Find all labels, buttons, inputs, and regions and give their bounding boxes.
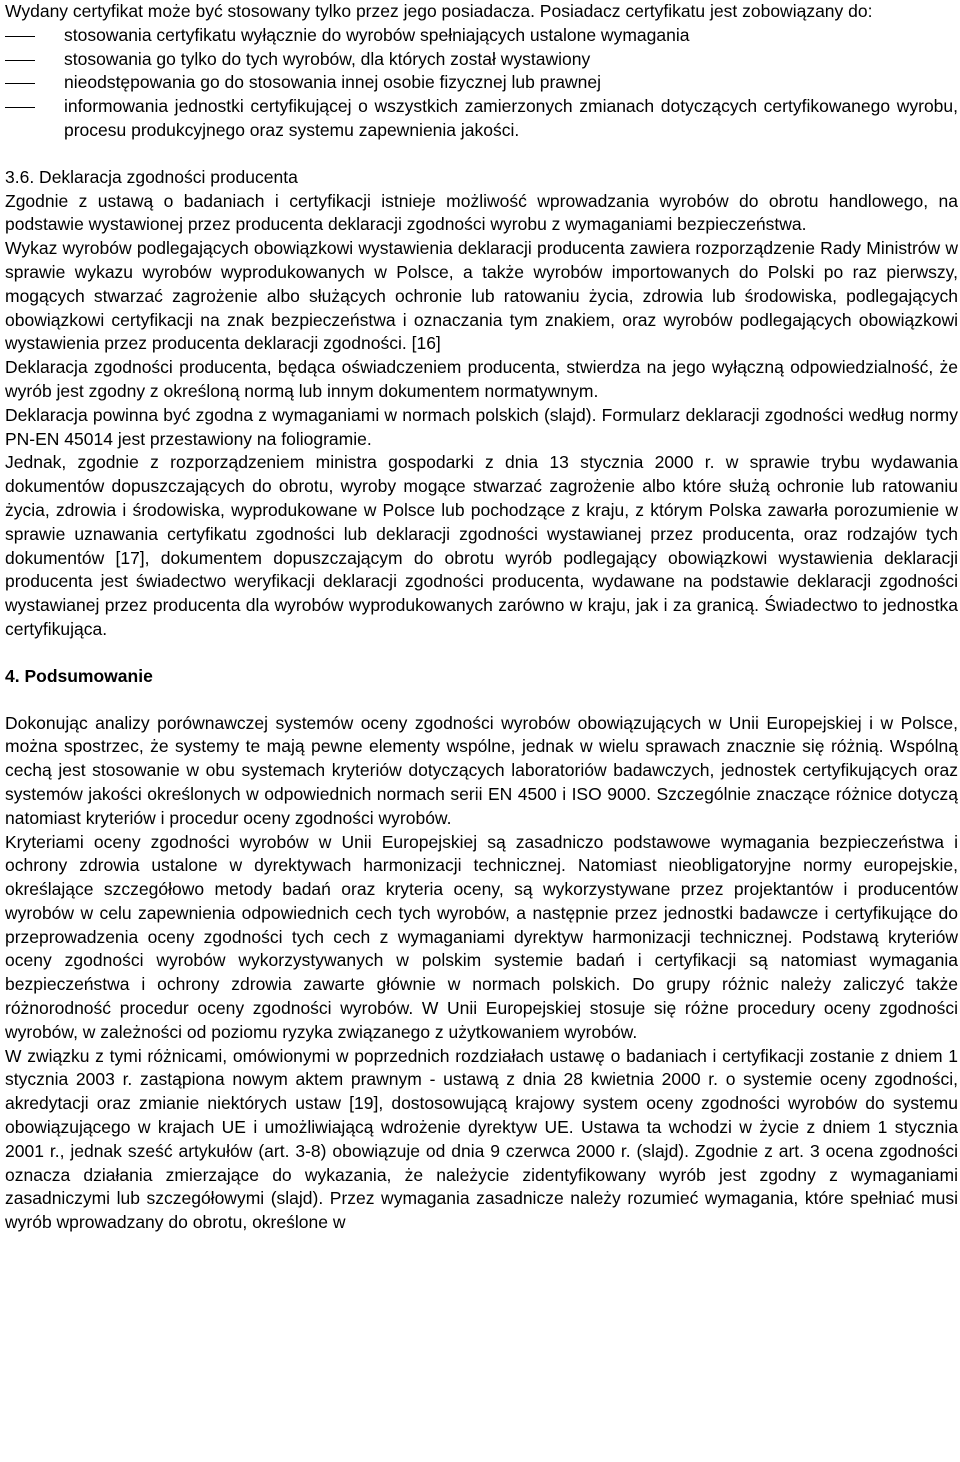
paragraph: Wykaz wyrobów podlegających obowiązkowi wystawienia deklaracji producenta zawiera rozporządzenie Rady Ministrów w sprawie wykazu wyrobów wyprodukowanych w Polsce, a także wyrobów importowanych do Polski po raz pierwszy, mogących stwarzać zagrożenie albo służących ochronie lub ratowaniu życia, zdrowia lub środowiska, podlegających obowiązkowi certyfikacji na znak bezpieczeństwa i oznaczania tym znakiem, oraz wyrobów podlegających obowiązkowi wystawienia przez producenta deklaracji zgodności. [16] <box>5 238 958 354</box>
list-item: stosowania go tylko do tych wyrobów, dla których został wystawiony <box>5 48 958 72</box>
dash-bullet-icon <box>5 36 35 37</box>
paragraph: Kryteriami oceny zgodności wyrobów w Unii Europejskiej są zasadniczo podstawowe wymagania bezpieczeństwa i ochrony zdrowia ustalone w dyrektywach harmonizacji technicznej. Natomiast nieobligatoryjne normy europejskie, określające szczegółowo metody badań oraz kryteria oceny, są wykorzystywane przez projektantów i producentów wyrobów w celu zapewnienia odpowiednich cech tych wyrobów, a następnie przez jednostki badawcze i certyfikujące do przeprowadzenia oceny zgodności tych cech z wymaganiami dyrektyw harmonizacji technicznej. Podstawą kryteriów oceny zgodności wyrobów wykorzystywanych w polskim systemie badań i certyfikacji są natomiast wymagania bezpieczeństwa i ochrony zdrowia zawarte głównie w normach polskich. Do grupy różnic należy zaliczyć także różnorodność procedur oceny zgodności wyrobów. W Unii Europejskiej stosuje się różne procedury oceny zgodności wyrobów, w zależności od poziomu ryzyka związanego z użytkowaniem wyrobów. <box>5 831 958 1042</box>
list-item: stosowania certyfikatu wyłącznie do wyrobów spełniających ustalone wymagania <box>5 24 958 48</box>
dash-bullet-icon <box>5 60 35 61</box>
intro-paragraph: Wydany certyfikat może być stosowany tylko przez jego posiadacza. Posiadacz certyfikatu jest zobowiązany do: <box>5 1 873 21</box>
paragraph: W związku z tymi różnicami, omówionymi w poprzednich rozdziałach ustawę o badaniach i certyfikacji zostanie z dniem 1 stycznia 2003 r. zastąpiona nowym aktem prawnym - ustawą z dnia 28 kwietnia 2000 r. o systemie oceny zgodności, akredytacji oraz zmianie niektórych ustaw [19], dostosowującą krajowy system oceny zgodności wyrobów do systemu obowiązującego w krajach UE i umożliwiającą wdrożenie dyrektyw UE. Ustawa ta wchodzi w życie z dniem 1 stycznia 2001 r., jednak sześć artykułów (art. 3-8) obowiązuje od dnia 9 czerwca 2000 r. (slajd). Zgodnie z art. 3 ocena zgodności oznacza działania zmierzające do wykazania, że należycie zidentyfikowany wyrób jest zgodny z wymaganiami zasadniczymi lub szczegółowymi (slajd). Przez wymagania zasadnicze należy rozumieć wymagania, które spełniać musi wyrób wprowadzany do obrotu, określone w <box>5 1045 958 1233</box>
dash-bullet-icon <box>5 107 35 108</box>
paragraph: Dokonując analizy porównawczej systemów oceny zgodności wyrobów obowiązujących w Unii Europejskiej i w Polsce, można spostrzec, że systemy te mają pewne elementy wspólne, jednak w wielu sprawach znacznie się różnią. Wspólną cechą jest stosowanie w obu systemach kryteriów dotyczących laboratoriów badawczych, jednostek certyfikujących oraz systemów jakości określonych w odpowiednich normach serii EN 4500 i ISO 9000. Szczególnie znaczące różnice dotyczą natomiast kryteriów i procedur oceny zgodności wyrobów. <box>5 712 958 828</box>
list-item: informowania jednostki certyfikującej o wszystkich zamierzonych zmianach dotyczących certyfikowanego wyrobu, procesu produkcyjnego oraz systemu zapewnienia jakości. <box>5 95 958 143</box>
dash-bullet-icon <box>5 83 35 84</box>
list-item: nieodstępowania go do stosowania innej osobie fizycznej lub prawnej <box>5 71 958 95</box>
paragraph: Deklaracja zgodności producenta, będąca oświadczeniem producenta, stwierdza na jego wyłączną odpowiedzialność, że wyrób jest zgodny z określoną normą lub innym dokumentem normatywnym. <box>5 357 958 401</box>
obligations-list <box>5 24 958 143</box>
paragraph: Jednak, zgodnie z rozporządzeniem ministra gospodarki z dnia 13 stycznia 2000 r. w sprawie trybu wydawania dokumentów dopuszczających do obrotu, wyroby mogące stwarzać zagrożenie albo które służą ochronie lub ratowaniu życia, zdrowia i środowiska, wyprodukowane w Polsce lub pochodzące z kraju, z którym Polska zawarła porozumienie w sprawie uznawania certyfikatu zgodności lub deklaracji zgodności wystawianej przez producenta, oraz rodzajów tych dokumentów [17], dokumentem dopuszczającym do obrotu wyrób podlegający obowiązkowi wystawienia deklaracji producenta jest świadectwo weryfikacji deklaracji zgodności producenta, wydawane na podstawie deklaracji zgodności wystawianej przez producenta dla wyrobów wyprodukowanych zarówno w kraju, jak i za granicą. Świadectwo to jednostka certyfikująca. <box>5 452 958 639</box>
paragraph: Deklaracja powinna być zgodna z wymaganiami w normach polskich (slajd). Formularz deklaracji zgodności według normy PN-EN 45014 jest przestawiony na foliogramie. <box>5 404 958 449</box>
section-4-heading: 4. Podsumowanie <box>5 665 153 686</box>
paragraph: Zgodnie z ustawą o badaniach i certyfikacji istnieje możliwość wprowadzania wyrobów do obrotu handlowego, na podstawie wystawionej przez producenta deklaracji zgodności wyrobu z wymaganiami bezpieczeństwa. <box>5 190 958 235</box>
section-3-6-heading: 3.6. Deklaracja zgodności producenta <box>5 166 298 187</box>
